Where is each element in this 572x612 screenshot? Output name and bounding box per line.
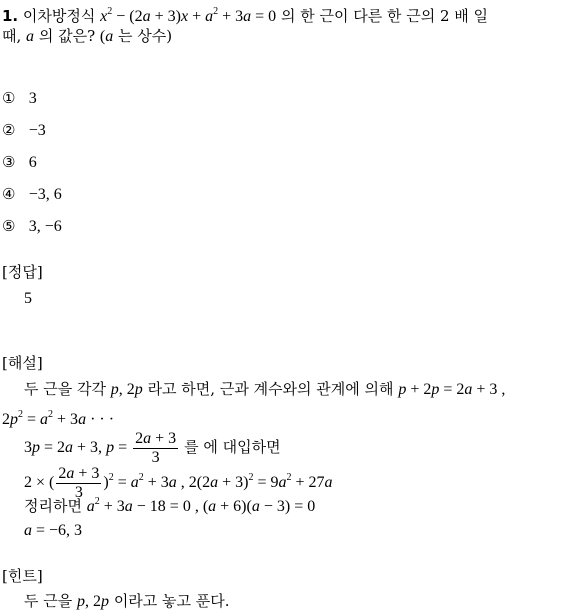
- question-text-2-tail: 는 상수): [118, 27, 173, 45]
- question-equation: $x^2 - (2a + 3)x + a^2 + 3a = 0$: [100, 6, 277, 25]
- choice-3-mark: ③: [2, 153, 16, 171]
- explanation-math-6: a = −6, 3: [24, 522, 83, 539]
- choice-1-value: 3: [28, 90, 37, 107]
- explanation-line-2: [2, 405, 114, 430]
- fraction: $\frac{2a + 3}{3}$: [58, 465, 100, 501]
- choice-3[interactable]: [2, 152, 37, 173]
- choice-5[interactable]: [2, 216, 62, 237]
- explanation-math-5: $a^2 + 3a - 18 = 0$ , (a + 6)(a − 3) = 0: [86, 496, 316, 515]
- explanation-label: [해설]: [2, 354, 43, 372]
- hint-label: [힌트]: [2, 567, 43, 585]
- explanation-text-1b: 라고 하면, 근과 계수와의 관계에 의해: [147, 380, 394, 398]
- answer-number: 5: [24, 290, 32, 307]
- explanation-line-5: [24, 492, 315, 517]
- hint-math: p, 2p: [77, 593, 110, 610]
- question-text-1: 이차방정식: [22, 7, 96, 25]
- hint-text-1b: 이라고 놓고 푼다.: [113, 592, 230, 610]
- choice-2-mark: ②: [2, 121, 16, 139]
- explanation-text-3: 를 에 대입하면: [184, 438, 281, 457]
- choice-5-mark: ⑤: [2, 217, 16, 235]
- choice-2[interactable]: [2, 120, 46, 141]
- choice-3-value: 6: [28, 154, 37, 171]
- explanation-math-1a: p, 2p: [110, 381, 143, 398]
- explanation-math-1b: p + 2p = 2a + 3 ,: [398, 381, 506, 398]
- choice-4-mark: ④: [2, 185, 16, 203]
- explanation-line-6: [24, 520, 82, 541]
- explanation-math-2: $2p^2 = a^2 + 3a$ · · ·: [2, 409, 115, 428]
- question-line-1: [2, 2, 488, 27]
- explanation-line-3: [24, 430, 281, 467]
- question-var-a: a: [26, 28, 35, 45]
- hint-text-1a: 두 근을: [24, 592, 73, 610]
- choice-4-value: −3, 6: [28, 186, 62, 203]
- answer-label: [정답]: [2, 263, 43, 281]
- choice-5-value: 3, −6: [28, 218, 62, 235]
- explanation-line-1: [24, 379, 505, 400]
- question-text-2: 때,: [2, 27, 22, 45]
- choice-1[interactable]: [2, 88, 37, 109]
- explanation-text-5: 정리하면: [24, 497, 82, 515]
- explanation-math-4: 2 × ( $\frac{2a + 3}{3}$ )$^2 = a^2 + 3a$ , $2(2a + 3)^2 = 9a^2 + 27a$: [24, 465, 333, 501]
- explanation-text-1a: 두 근을 각각: [24, 380, 106, 398]
- choice-2-value: −3: [28, 122, 46, 139]
- explanation-math-3: 3p = 2a + 3, p = $\frac{2a + 3}{3}$: [24, 430, 177, 466]
- fraction: $\frac{2a + 3}{3}$: [135, 430, 177, 466]
- question-number: 1.: [2, 7, 19, 25]
- answer-value: [24, 288, 32, 309]
- question-paren-a: (a: [99, 28, 114, 45]
- choice-4[interactable]: [2, 184, 62, 205]
- question-text-1-tail: 의 한 근이 다른 한 근의 2 배 일: [280, 7, 489, 25]
- question-text-2-mid: 의 값은?: [38, 27, 96, 45]
- question-line-2: [2, 26, 172, 47]
- choice-1-mark: ①: [2, 89, 16, 107]
